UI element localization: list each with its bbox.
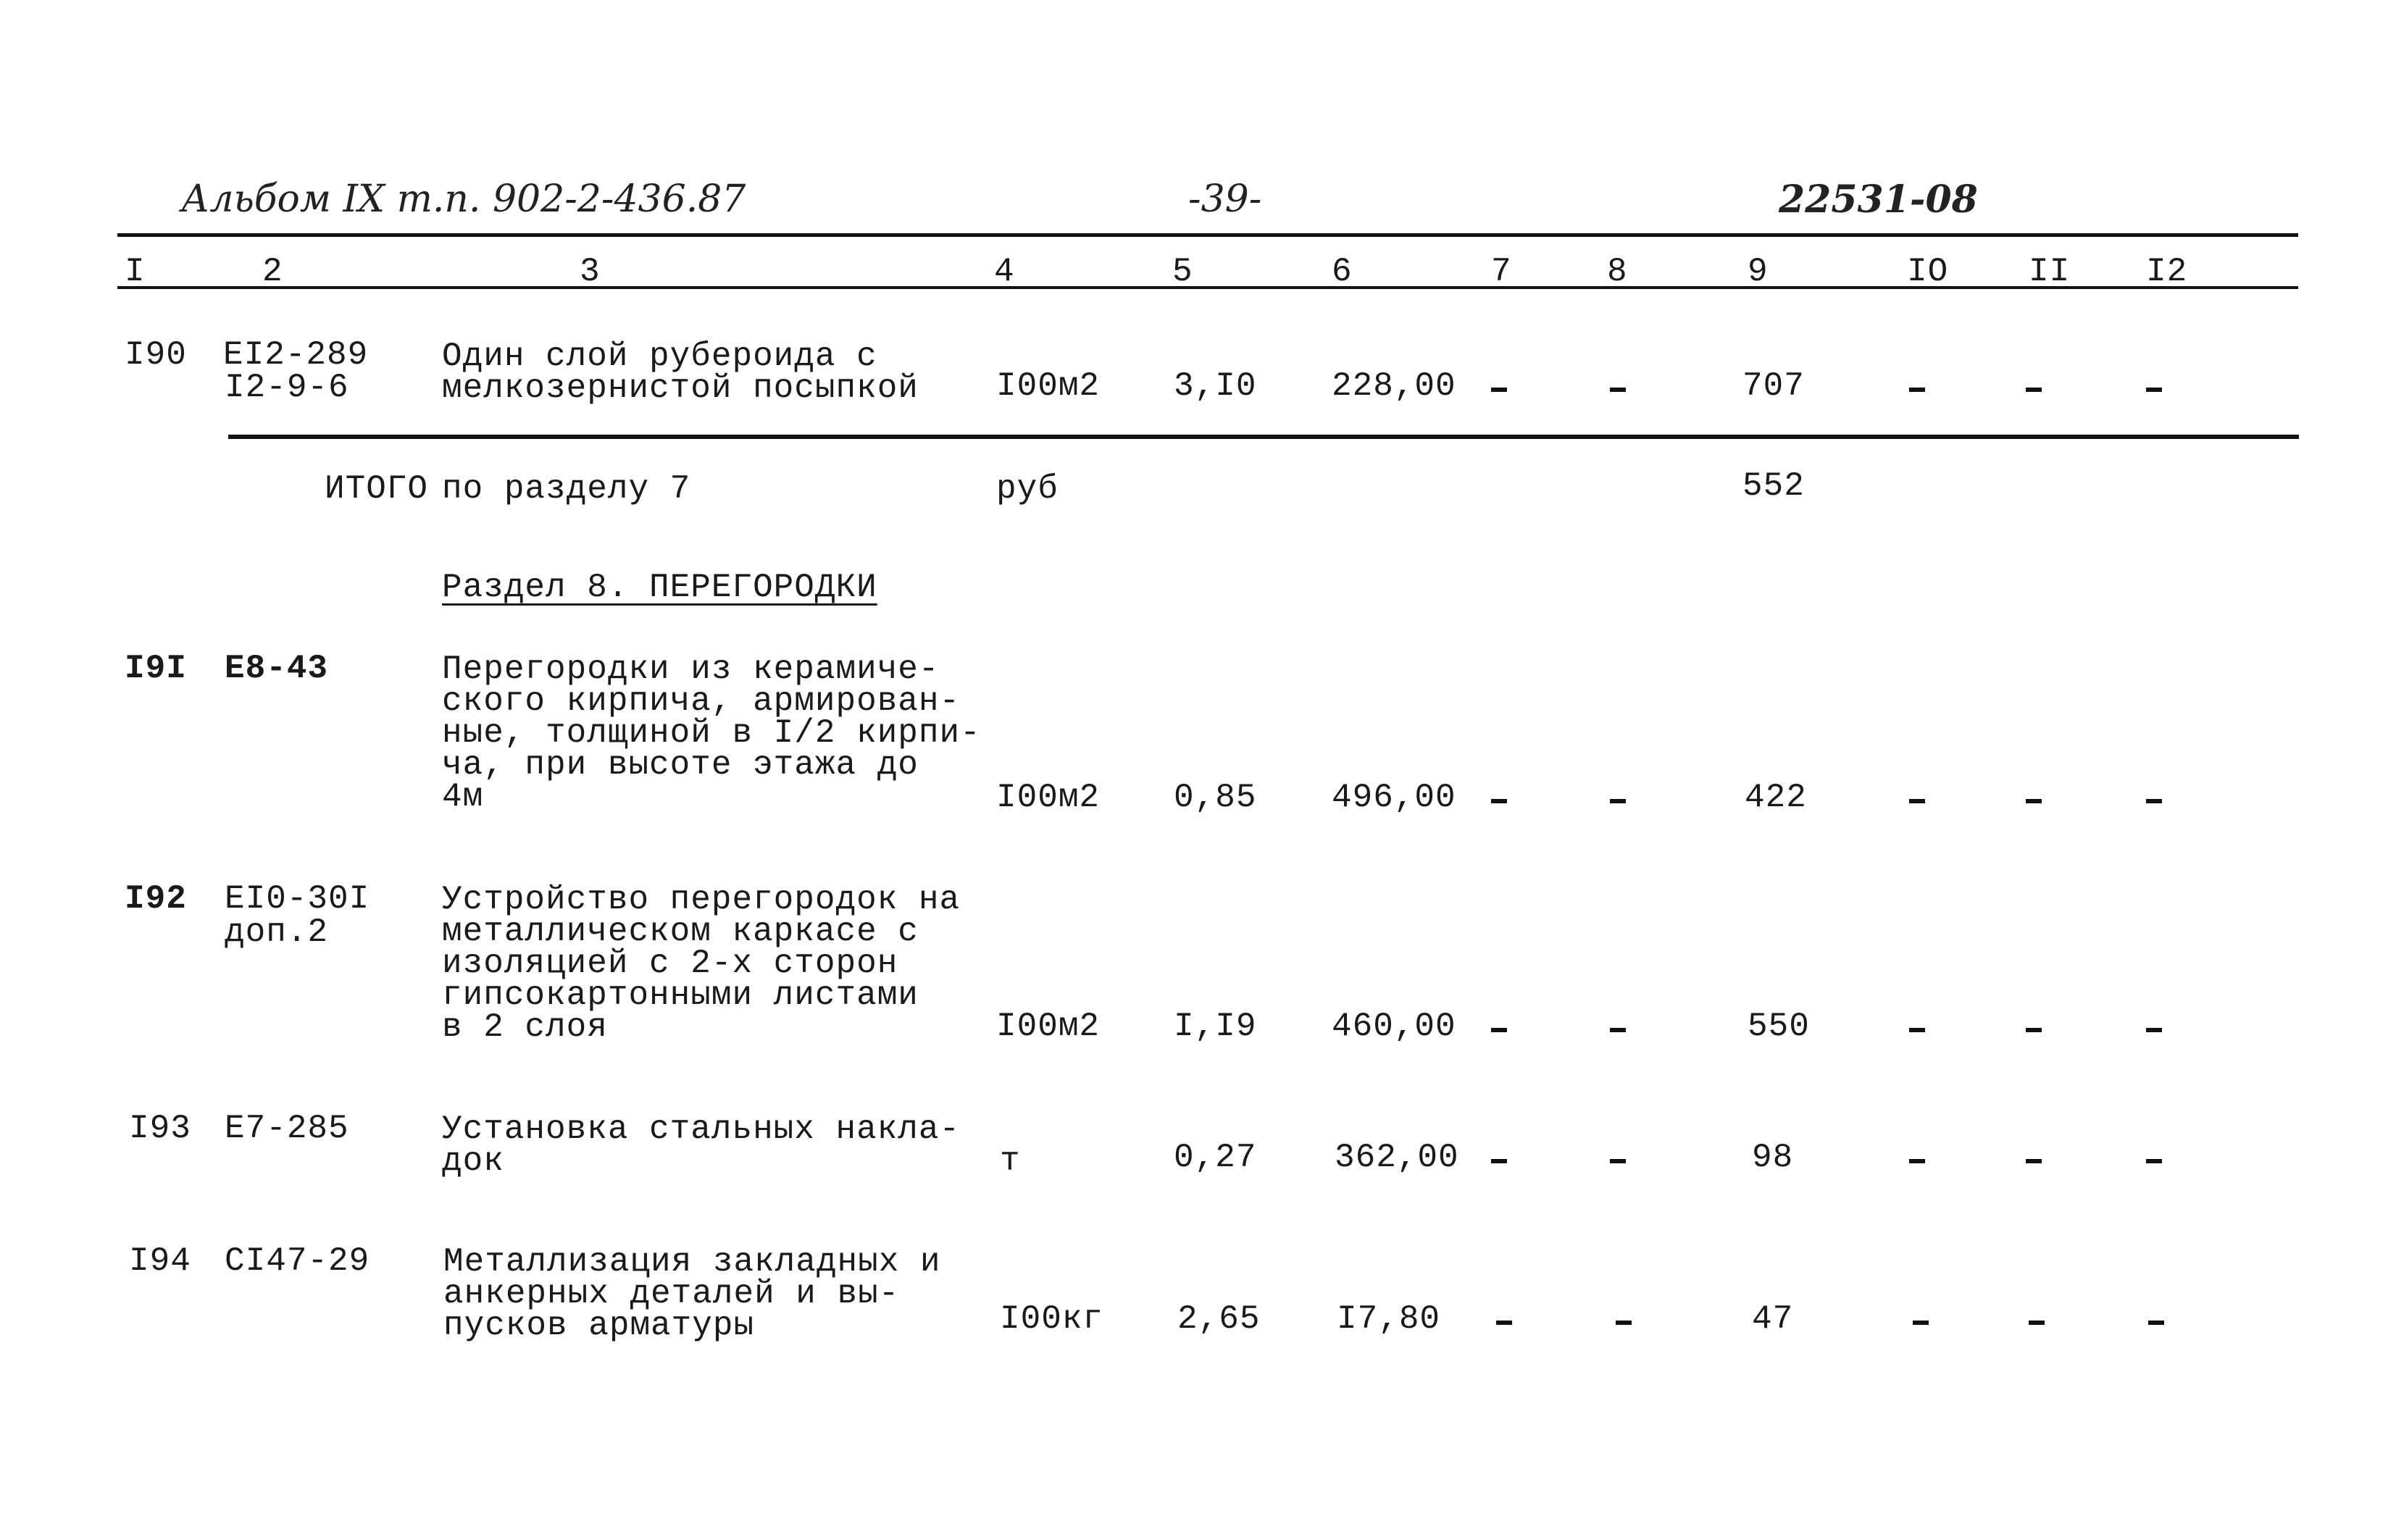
row-number: I94	[129, 1242, 191, 1280]
row-col12-dash	[2146, 799, 2162, 803]
row-price: 228,00	[1332, 367, 1456, 405]
row-code: EI2-289	[223, 336, 369, 374]
row-code: CI47-29	[225, 1242, 370, 1280]
row-col7-dash	[1491, 1028, 1507, 1032]
column-header: 9	[1748, 253, 1769, 290]
header-top-rule	[117, 233, 2298, 237]
row-col11-dash	[2026, 1028, 2042, 1032]
row-total-cost: 422	[1745, 779, 1807, 816]
row-total-cost: 707	[1742, 367, 1805, 405]
row-col7-dash	[1491, 388, 1507, 392]
column-header: 6	[1332, 253, 1353, 290]
row-col10-dash	[1909, 1159, 1925, 1163]
total-label: ИТОГО	[325, 470, 429, 508]
row-col7-dash	[1491, 799, 1507, 803]
column-header: II	[2029, 253, 2071, 290]
total-description: по разделу 7	[442, 470, 691, 508]
row-description: Перегородки из керамиче- ского кирпича, армирован- ные, толщиной в I/2 кирпи- ча, при высоте этажа до 4м	[442, 650, 981, 816]
row-code-secondary: I2-9-6	[225, 369, 349, 406]
row-col12-dash	[2146, 1028, 2162, 1032]
column-header: 3	[580, 253, 601, 290]
row-price: I7,80	[1337, 1300, 1441, 1338]
page-number: -39-	[1188, 177, 1262, 221]
row-unit: I00м2	[996, 1008, 1101, 1045]
row-unit: I00м2	[996, 779, 1101, 816]
row-number: I93	[129, 1110, 191, 1147]
subtotal-rule	[228, 435, 2299, 439]
total-value: 552	[1742, 467, 1805, 505]
row-col12-dash	[2146, 388, 2162, 392]
row-col11-dash	[2026, 388, 2042, 392]
row-col8-dash	[1610, 388, 1626, 392]
row-description: Установка стальных накла- док	[442, 1110, 961, 1180]
row-col8-dash	[1616, 1321, 1632, 1325]
row-total-cost: 47	[1752, 1300, 1794, 1338]
total-unit: руб	[996, 470, 1059, 508]
row-number: I90	[125, 336, 187, 374]
row-total-cost: 550	[1748, 1008, 1810, 1045]
row-price: 362,00	[1335, 1139, 1459, 1176]
column-header: I	[125, 253, 146, 290]
document-code: 22531-08	[1779, 177, 1978, 222]
row-code: EI0-30I	[225, 880, 370, 918]
row-col10-dash	[1913, 1321, 1929, 1325]
row-unit: I00кг	[1000, 1300, 1104, 1338]
row-col7-dash	[1496, 1321, 1512, 1325]
row-col8-dash	[1610, 1159, 1626, 1163]
row-col8-dash	[1610, 1028, 1626, 1032]
row-col8-dash	[1610, 799, 1626, 803]
column-header: 4	[994, 253, 1015, 290]
column-header: I2	[2146, 253, 2188, 290]
row-description: Металлизация закладных и анкерных деталей и вы- пусков арматуры	[443, 1243, 941, 1344]
album-reference: Альбом IX т.п. 902-2-436.87	[181, 177, 746, 221]
column-header: 5	[1172, 253, 1193, 290]
column-header: IO	[1907, 253, 1949, 290]
row-total-cost: 98	[1752, 1139, 1794, 1176]
column-header: 8	[1607, 253, 1628, 290]
section-title: Раздел 8. ПЕРЕГОРОДКИ	[442, 569, 877, 606]
row-description: Один слой рубероида с мелкозернистой посыпкой	[442, 338, 919, 407]
row-price: 460,00	[1332, 1008, 1456, 1045]
row-quantity: I,I9	[1174, 1008, 1257, 1045]
row-col10-dash	[1909, 1028, 1925, 1032]
row-number: I9I	[125, 650, 187, 687]
row-unit: т	[1000, 1142, 1021, 1180]
row-col10-dash	[1909, 388, 1925, 392]
header-bottom-rule	[117, 286, 2298, 289]
row-col11-dash	[2029, 1321, 2045, 1325]
row-quantity: 3,I0	[1174, 367, 1257, 405]
row-code: E7-285	[225, 1110, 349, 1147]
row-quantity: 0,27	[1174, 1139, 1257, 1176]
row-unit: I00м2	[996, 367, 1101, 405]
row-col7-dash	[1491, 1159, 1507, 1163]
row-col11-dash	[2026, 799, 2042, 803]
row-col11-dash	[2026, 1159, 2042, 1163]
row-quantity: 0,85	[1174, 779, 1257, 816]
row-code-secondary: доп.2	[225, 913, 329, 951]
row-description: Устройство перегородок на металлическом каркасе с изоляцией с 2-х сторон гипсокартонными листами в 2 слоя	[442, 881, 961, 1046]
row-col10-dash	[1909, 799, 1925, 803]
row-code: E8-43	[225, 650, 329, 687]
row-number: I92	[125, 880, 187, 918]
column-header: 2	[262, 253, 283, 290]
row-quantity: 2,65	[1177, 1300, 1261, 1338]
column-header: 7	[1491, 253, 1512, 290]
row-col12-dash	[2148, 1321, 2164, 1325]
row-price: 496,00	[1332, 779, 1456, 816]
row-col12-dash	[2146, 1159, 2162, 1163]
